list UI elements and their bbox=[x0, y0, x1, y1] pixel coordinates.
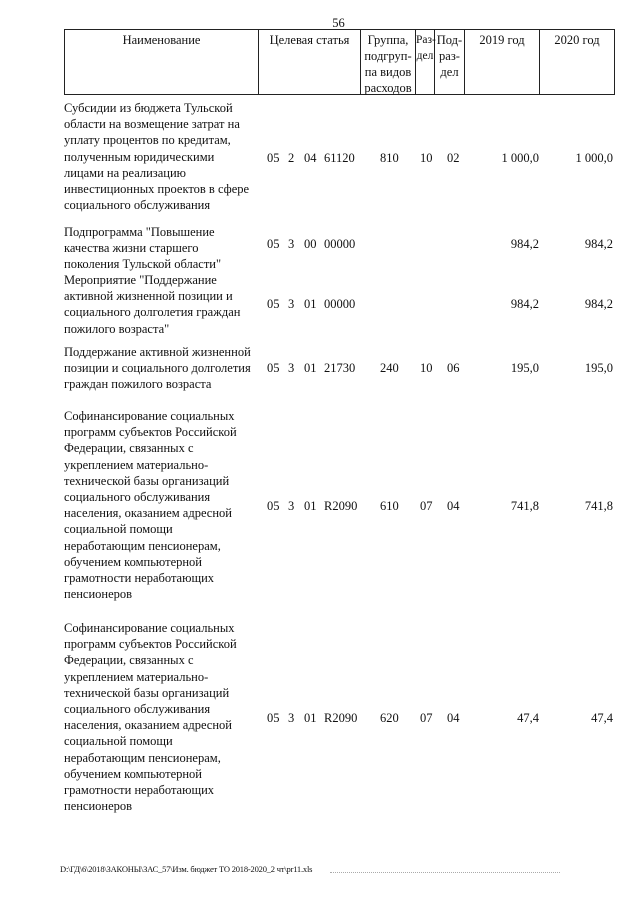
file-path-footer: D:\ГД\6\2018\ЗАКОНЫ\ЗАС_57\Изм. бюджет ТО 2018-2020_2 чт\pr11.xls bbox=[60, 864, 313, 874]
section-code: 10 bbox=[420, 151, 433, 165]
table-header bbox=[64, 29, 615, 95]
target-part-2: 3 bbox=[288, 711, 295, 725]
target-part-2: 3 bbox=[288, 499, 295, 513]
section-code: 07 bbox=[420, 711, 433, 725]
section-code: 07 bbox=[420, 499, 433, 513]
header-2020: 2020 год bbox=[554, 33, 600, 47]
subsection-code: 04 bbox=[447, 499, 460, 513]
value-2019: 741,8 bbox=[510, 499, 539, 513]
header-2019: 2019 год bbox=[465, 30, 540, 94]
row-name: Софинансирование социальных программ субъектов Российской Федерации, связанных с укреплением материально- технической базы организаций социального обслуживания населения, оказанием адресной социальной помощи неработающим пенсионерам, обучением компьютерной грамотности неработающих пенсионеров bbox=[64, 621, 237, 814]
row-name: Поддержание активной жизненной позиции и социального долголетия граждан пожилого возраста bbox=[64, 345, 251, 392]
target-part-2: 3 bbox=[288, 297, 295, 311]
target-part-1: 05 bbox=[267, 297, 280, 311]
target-part-2: 2 bbox=[288, 151, 295, 165]
target-part-4: 00000 bbox=[324, 297, 356, 311]
value-2020: 47,4 bbox=[591, 711, 613, 725]
header-subsection: Под- раз- дел bbox=[435, 30, 465, 94]
subsection-code: 04 bbox=[447, 711, 460, 725]
target-part-1: 05 bbox=[267, 361, 280, 375]
target-part-3: 01 bbox=[304, 711, 317, 725]
target-part-3: 01 bbox=[304, 297, 317, 311]
header-section: Раз- дел bbox=[416, 30, 435, 94]
target-part-4: 00000 bbox=[324, 237, 356, 251]
target-part-4: R2090 bbox=[324, 499, 358, 513]
target-part-1: 05 bbox=[267, 711, 280, 725]
target-part-2: 3 bbox=[288, 361, 295, 375]
value-2019: 984,2 bbox=[510, 297, 539, 311]
target-part-4: R2090 bbox=[324, 711, 358, 725]
header-name: Наименование bbox=[65, 30, 259, 94]
group-code: 810 bbox=[380, 151, 399, 165]
target-part-4: 21730 bbox=[324, 361, 356, 375]
row-name: Софинансирование социальных программ субъектов Российской Федерации, связанных с укреплением материально- технической базы организаций социального обслуживания населения, оказанием адресной социальной помощи неработающим пенсионерам, обучением компьютерной грамотности неработающих пенсионеров bbox=[64, 409, 237, 602]
row-name: Подпрограмма "Повышение качества жизни старшего поколения Тульской области" bbox=[64, 225, 222, 272]
subsection-code: 06 bbox=[447, 361, 460, 375]
value-2020: 1 000,0 bbox=[575, 151, 613, 165]
target-part-4: 61120 bbox=[324, 151, 355, 165]
header-group: Группа, подгруп- па видов расходов bbox=[361, 30, 416, 94]
target-part-3: 00 bbox=[304, 237, 317, 251]
group-code: 620 bbox=[380, 711, 399, 725]
value-2020: 984,2 bbox=[584, 237, 613, 251]
value-2019: 984,2 bbox=[510, 237, 539, 251]
group-code: 610 bbox=[380, 499, 399, 513]
section-code: 10 bbox=[420, 361, 433, 375]
subsection-code: 02 bbox=[447, 151, 460, 165]
value-2020: 195,0 bbox=[584, 361, 613, 375]
page-number: 56 bbox=[332, 16, 345, 30]
value-2019: 47,4 bbox=[517, 711, 539, 725]
value-2020: 741,8 bbox=[584, 499, 613, 513]
row-name: Субсидии из бюджета Тульской области на возмещение затрат на уплату процентов по кредитам, полученным юридическими лицами на реализацию инвестиционных проектов в сфере социального обслуживания bbox=[64, 101, 250, 213]
target-part-2: 3 bbox=[288, 237, 295, 251]
target-part-3: 01 bbox=[304, 499, 317, 513]
value-2019: 1 000,0 bbox=[501, 151, 539, 165]
footer-scan-artifact bbox=[330, 872, 560, 876]
row-name: Мероприятие "Поддержание активной жизненной позиции и социального долголетия граждан пожилого возраста" bbox=[64, 273, 241, 336]
target-part-1: 05 bbox=[267, 499, 280, 513]
header-target-article: Целевая статья bbox=[259, 30, 361, 94]
target-part-1: 05 bbox=[267, 151, 280, 165]
target-part-3: 04 bbox=[304, 151, 317, 165]
value-2020: 984,2 bbox=[584, 297, 613, 311]
group-code: 240 bbox=[380, 361, 399, 375]
target-part-3: 01 bbox=[304, 361, 317, 375]
value-2019: 195,0 bbox=[510, 361, 539, 375]
target-part-1: 05 bbox=[267, 237, 280, 251]
